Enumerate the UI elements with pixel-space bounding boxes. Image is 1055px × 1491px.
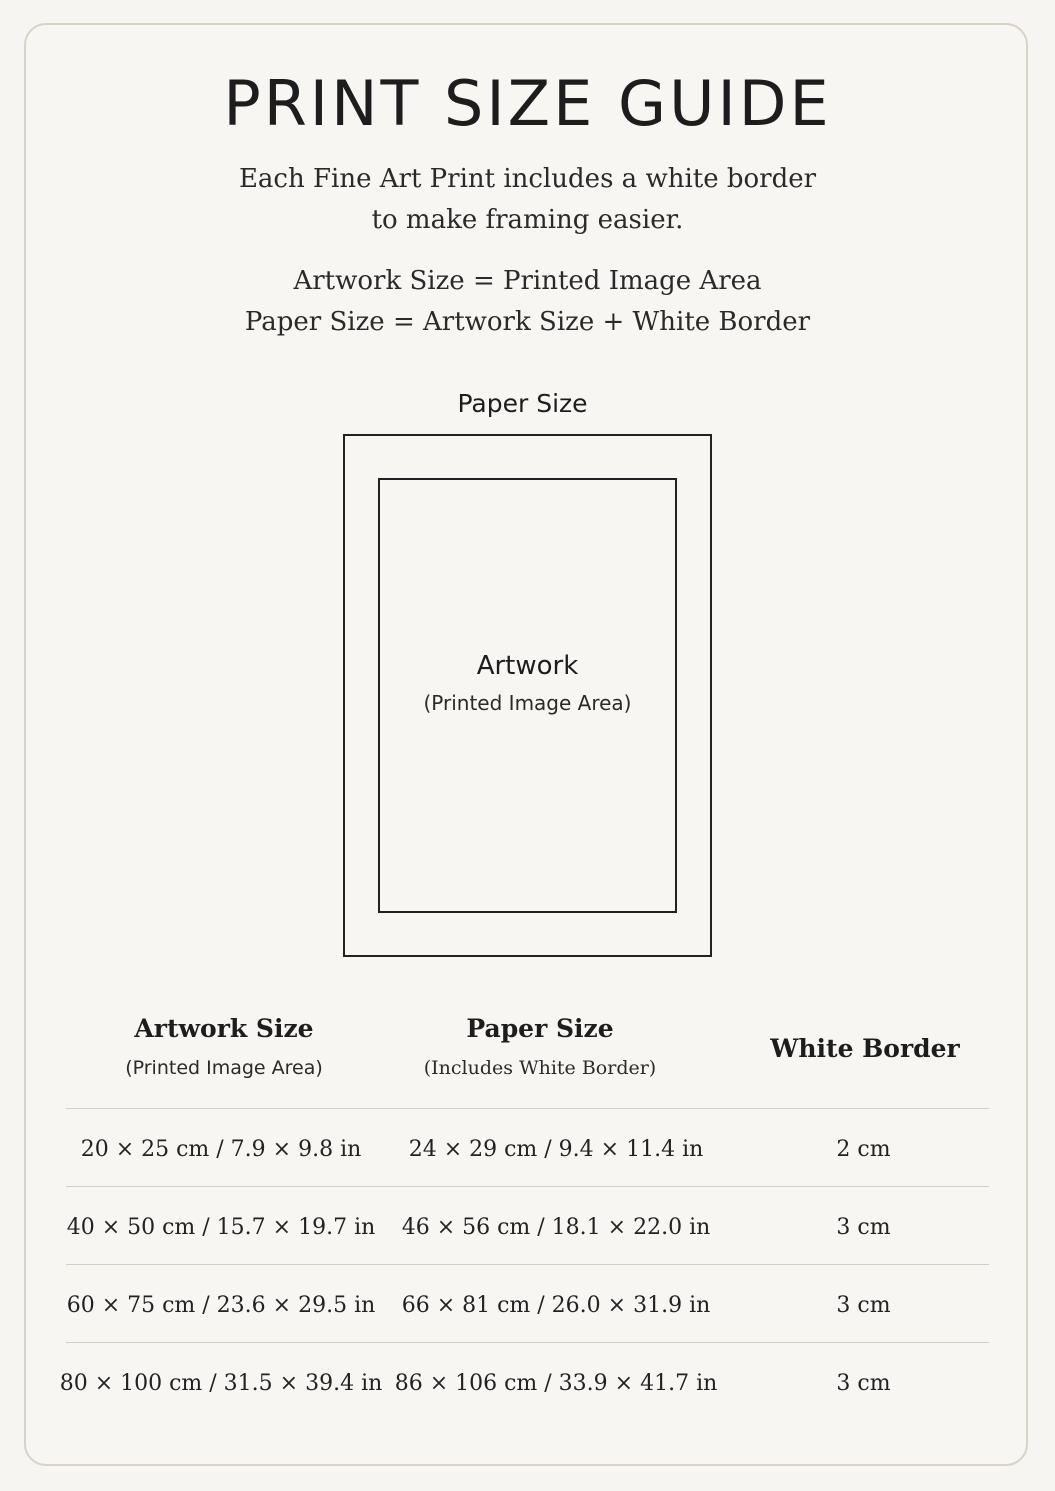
white-border-cell: 3 cm	[836, 1371, 891, 1396]
table-divider	[66, 1186, 989, 1187]
table-row	[59, 1345, 989, 1422]
header-white-border	[745, 1032, 985, 1066]
artwork-sublabel: (Printed Image Area)	[423, 691, 632, 715]
table-row	[66, 1111, 989, 1188]
white-border-cell: 2 cm	[836, 1137, 891, 1162]
table-divider	[66, 1342, 989, 1343]
intro-line-1: Each Fine Art Print includes a white border	[238, 164, 817, 194]
size-definitions	[0, 261, 1055, 343]
table-row	[66, 1189, 989, 1266]
paper-size-definition: Paper Size = Artwork Size + White Border	[244, 307, 811, 337]
artwork-size-cell: 20 × 25 cm / 7.9 × 9.8 in	[80, 1137, 362, 1162]
header-sublabel: (Includes White Border)	[423, 1057, 657, 1079]
white-border-cell: 3 cm	[836, 1215, 891, 1240]
paper-size-cell: 66 × 81 cm / 26.0 × 31.9 in	[401, 1293, 711, 1318]
header-label: Artwork Size	[134, 1014, 314, 1043]
artwork-size-cell: 40 × 50 cm / 15.7 × 19.7 in	[66, 1215, 376, 1240]
diagram-paper-label: Paper Size	[457, 389, 588, 418]
header-label: White Border	[770, 1034, 960, 1063]
artwork-size-cell: 80 × 100 cm / 31.5 × 39.4 in	[59, 1371, 383, 1396]
artwork-label: Artwork	[476, 651, 579, 681]
paper-size-cell: 46 × 56 cm / 18.1 × 22.0 in	[401, 1215, 711, 1240]
page-title: PRINT SIZE GUIDE	[223, 67, 832, 140]
header-artwork-size	[64, 1012, 384, 1082]
header-paper-size	[390, 1012, 690, 1082]
header-label: Paper Size	[466, 1014, 614, 1043]
artwork-size-definition: Artwork Size = Printed Image Area	[293, 266, 762, 296]
artwork-size-cell: 60 × 75 cm / 23.6 × 29.5 in	[66, 1293, 376, 1318]
intro-line-2: to make framing easier.	[371, 205, 684, 235]
paper-size-cell: 86 × 106 cm / 33.9 × 41.7 in	[394, 1371, 718, 1396]
white-border-cell: 3 cm	[836, 1293, 891, 1318]
table-divider	[66, 1108, 989, 1109]
paper-size-cell: 24 × 29 cm / 9.4 × 11.4 in	[408, 1137, 704, 1162]
diagram-artwork-label	[378, 648, 677, 719]
intro-text	[0, 159, 1055, 241]
header-sublabel: (Printed Image Area)	[125, 1057, 323, 1079]
table-row	[66, 1267, 989, 1344]
table-divider	[66, 1264, 989, 1265]
